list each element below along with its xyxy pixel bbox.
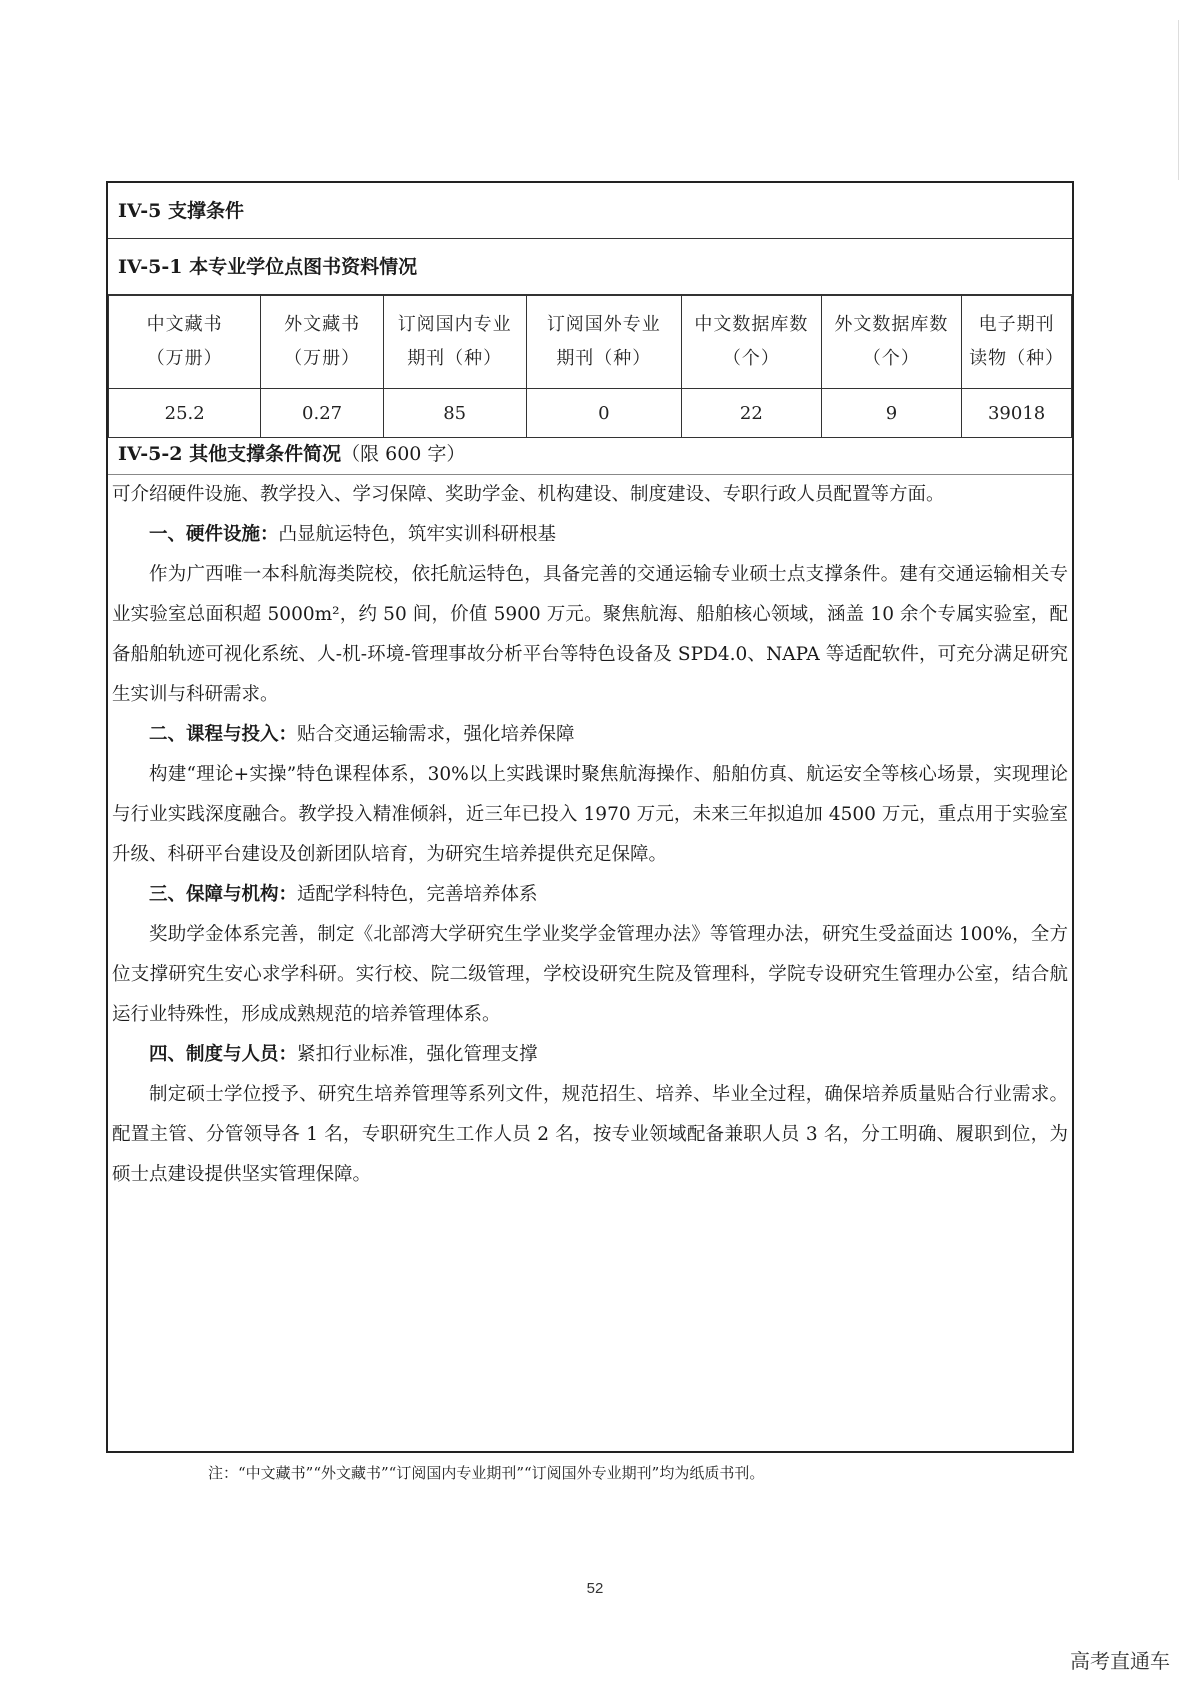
intro-paragraph: 可介绍硬件设施、教学投入、学习保障、奖助学金、机构建设、制度建设、专职行政人员配置等方面。: [112, 484, 945, 505]
header-e-journals: 电子期刊 读物（种）: [962, 296, 1072, 389]
library-title: [108, 239, 1072, 295]
value-foreign-books: 0.27: [261, 389, 384, 438]
section-4-heading: 四、制度与人员：紧扣行业标准，强化管理支撑: [149, 1044, 538, 1065]
library-table: [108, 295, 1072, 438]
section-1-heading: 一、硬件设施：凸显航运特色，筑牢实训科研根基: [149, 524, 557, 545]
watermark: 高考直通车: [1070, 1649, 1170, 1673]
section-4-paragraph: 制定硕士学位授予、研究生培养管理等系列文件，规范招生、培养、毕业全过程，确保培养质量贴合行业需求。配置主管、分管领导各 1 名，专职研究生工作人员 2 名，按专业领域配备兼职人员 3 名，分工明确、履职到位，为硕士点建设提供坚实管理保障。: [112, 1084, 1068, 1185]
library-table-header-row: [109, 296, 1072, 389]
value-domestic-journals: 85: [383, 389, 526, 438]
value-chinese-databases: 22: [682, 389, 822, 438]
section-title-text: IV-5 支撑条件: [118, 200, 244, 222]
header-chinese-books: 中文藏书 （万册）: [109, 296, 261, 389]
other-conditions-title-text: IV-5-2 其他支撑条件简况: [118, 443, 342, 465]
section-2-heading: 二、课程与投入：贴合交通运输需求，强化培养保障: [149, 724, 575, 745]
section-title: [108, 183, 1072, 239]
value-foreign-journals: 0: [526, 389, 682, 438]
footnote: 注：“中文藏书”“外文藏书”“订阅国内专业期刊”“订阅国外专业期刊”均为纸质书刊。: [208, 1464, 765, 1482]
scan-edge-line: [1178, 20, 1179, 180]
other-conditions-limit: （限 600 字）: [341, 443, 466, 465]
header-domestic-journals: 订阅国内专业 期刊（种）: [383, 296, 526, 389]
section-2-paragraph: 构建“理论+实操”特色课程体系，30%以上实践课时聚焦航海操作、船舶仿真、航运安全等核心场景，实现理论与行业实践深度融合。教学投入精准倾斜，近三年已投入 1970 万元，未来三年拟追加 4500 万元，重点用于实验室升级、科研平台建设及创新团队培育，为研究生培养提供充足保障。: [112, 764, 1068, 865]
header-foreign-databases: 外文数据库数 （个）: [821, 296, 962, 389]
other-conditions-title: [108, 433, 1072, 475]
section-3-paragraph: 奖助学金体系完善，制定《北部湾大学研究生学业奖学金管理办法》等管理办法，研究生受益面达 100%，全方位支撑研究生安心求学科研。实行校、院二级管理，学校设研究生院及管理科，学院专设研究生管理办公室，结合航运行业特殊性，形成成熟规范的培养管理体系。: [112, 924, 1068, 1025]
header-foreign-books: 外文藏书 （万册）: [261, 296, 384, 389]
value-foreign-databases: 9: [821, 389, 962, 438]
other-conditions-body: [112, 475, 1068, 1195]
section-3-heading: 三、保障与机构：适配学科特色，完善培养体系: [149, 884, 538, 905]
page-number: 52: [586, 1580, 604, 1597]
header-foreign-journals: 订阅国外专业 期刊（种）: [526, 296, 682, 389]
library-title-text: IV-5-1 本专业学位点图书资料情况: [118, 256, 418, 278]
library-table-value-row: [109, 389, 1072, 438]
header-chinese-databases: 中文数据库数 （个）: [682, 296, 822, 389]
value-chinese-books: 25.2: [109, 389, 261, 438]
section-1-paragraph: 作为广西唯一本科航海类院校，依托航运特色，具备完善的交通运输专业硕士点支撑条件。建有交通运输相关专业实验室总面积超 5000m²，约 50 间，价值 5900 万元。聚焦航海、船舶核心领域，涵盖 10 余个专属实验室，配备船舶轨迹可视化系统、人-机-环境-管理事故分析平台等特色设备及 SPD4.0、NAPA 等适配软件，可充分满足研究生实训与科研需求。: [112, 564, 1068, 705]
form-frame: [106, 181, 1074, 1453]
value-e-journals: 39018: [962, 389, 1072, 438]
